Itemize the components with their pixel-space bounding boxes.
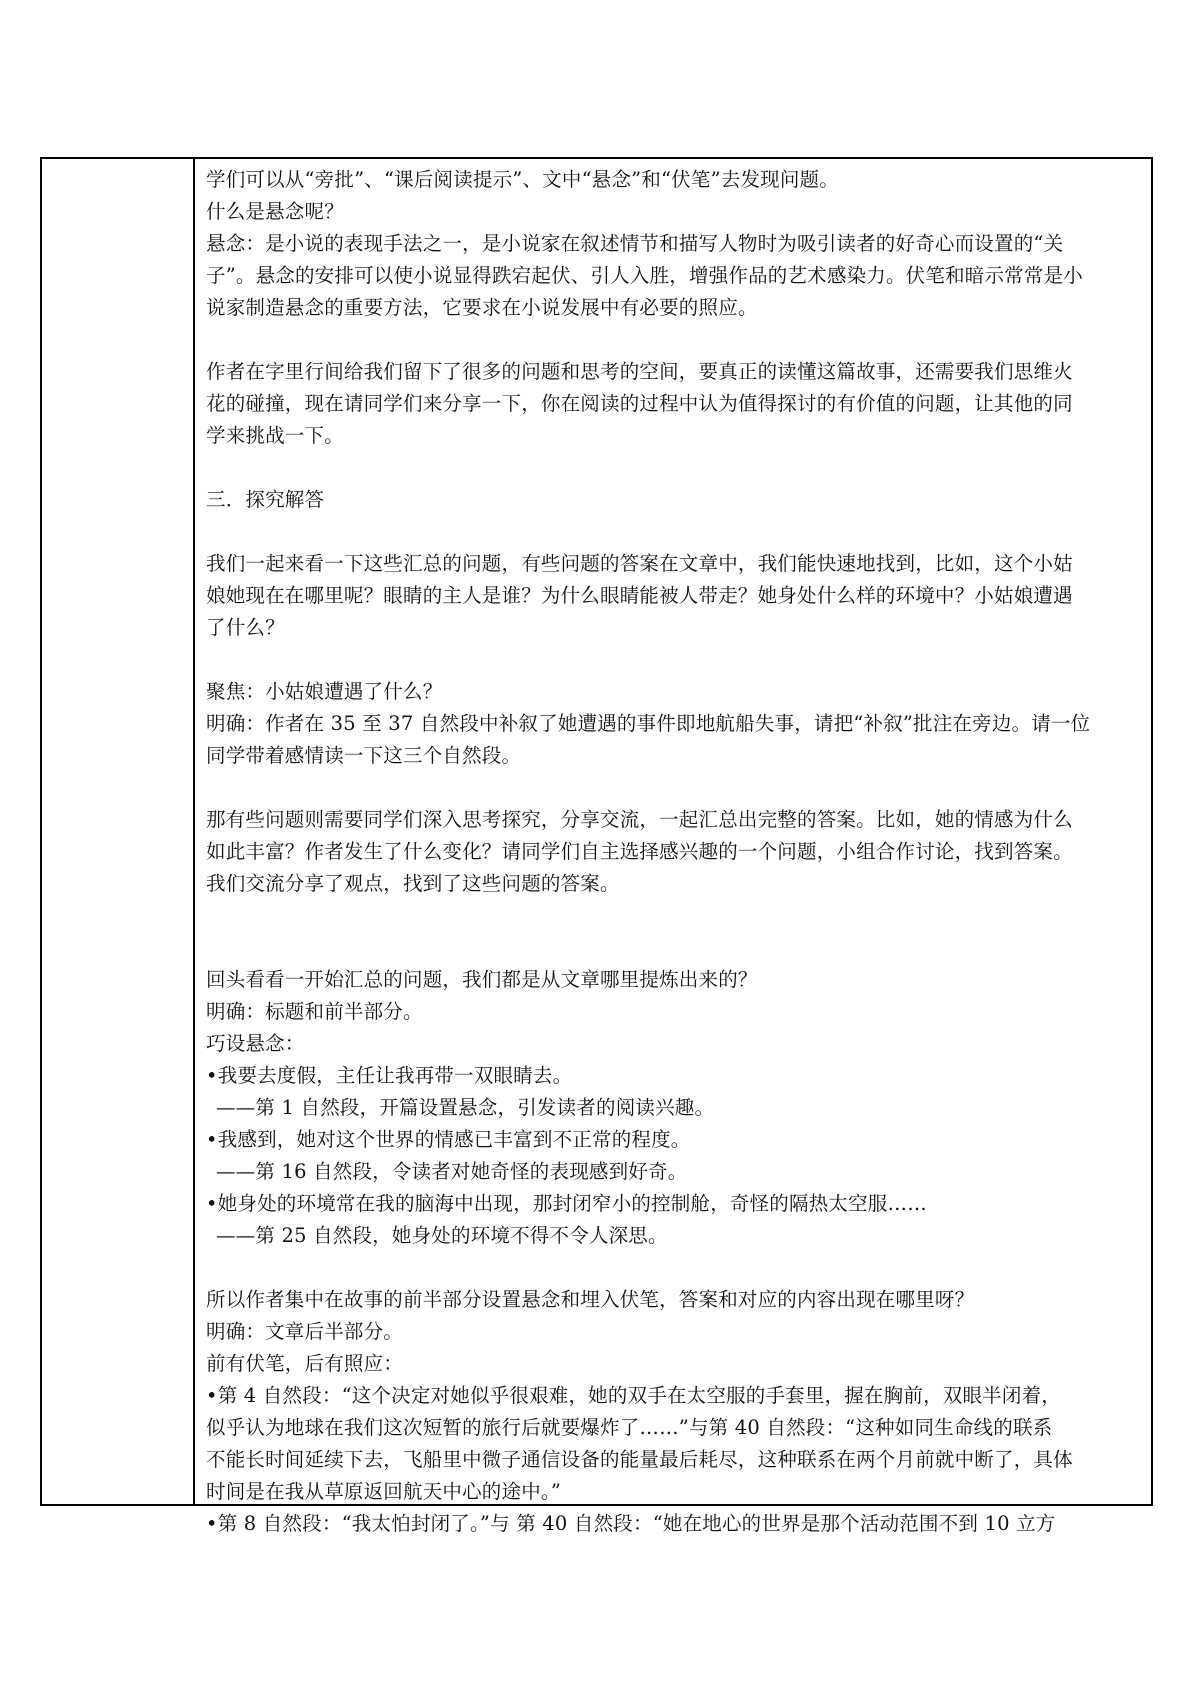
spacer xyxy=(206,516,1150,548)
paragraph-suspense-examples xyxy=(206,964,1150,1252)
text-line: 说家制造悬念的重要方法，它要求在小说发展中有必要的照应。 xyxy=(206,296,758,319)
text-line: 我们交流分享了观点，找到了这些问题的答案。 xyxy=(206,872,620,895)
section-heading: 三．探究解答 xyxy=(206,488,325,511)
text-line: 悬念：是小说的表现手法之一，是小说家在叙述情节和描写人物时为吸引读者的好奇心而设置的“关 xyxy=(206,232,1064,255)
spacer xyxy=(206,644,1150,676)
text-line: 了什么？ xyxy=(206,616,285,639)
text-line: 什么是悬念呢？ xyxy=(206,200,344,223)
spacer xyxy=(206,452,1150,484)
paragraph-share-questions xyxy=(206,356,1150,452)
column-divider xyxy=(193,159,195,1504)
paragraph-focus xyxy=(206,676,1150,772)
spacer xyxy=(206,900,1150,964)
text-line: 同学带着感情读一下这三个自然段。 xyxy=(206,744,522,767)
text-line: 明确：作者在 35 至 37 自然段中补叙了她遭遇的事件即地航船失事，请把“补叙”批注在旁边。请一位 xyxy=(206,712,1091,735)
paragraph-deep-thinking xyxy=(206,804,1150,900)
bullet-item: •她身处的环境常在我的脑海中出现，那封闭窄小的控制舱，奇怪的隔热太空服…… xyxy=(206,1192,927,1215)
spacer xyxy=(206,324,1150,356)
paragraph-foreshadowing xyxy=(206,1284,1150,1540)
text-line: 前有伏笔，后有照应： xyxy=(206,1352,404,1375)
text-line: 子”。悬念的安排可以使小说显得跌宕起伏、引人入胜，增强作品的艺术感染力。伏笔和暗示常常是小 xyxy=(206,264,1083,287)
paragraph-summary-questions xyxy=(206,548,1150,644)
text-line: 似乎认为地球在我们这次短暂的旅行后就要爆炸了……”与第 40 自然段：“这种如同生命线的联系 xyxy=(206,1416,1053,1439)
text-line: 聚焦：小姑娘遭遇了什么？ xyxy=(206,680,443,703)
text-line: 时间是在我从草原返回航天中心的途中。” xyxy=(206,1480,562,1503)
table-left-column xyxy=(42,159,193,1504)
text-line: 作者在字里行间给我们留下了很多的问题和思考的空间，要真正的读懂这篇故事，还需要我们思维火 xyxy=(206,360,1073,383)
spacer xyxy=(206,772,1150,804)
text-line: 明确：标题和前半部分。 xyxy=(206,1000,423,1023)
bullet-item: •我要去度假，主任让我再带一双眼睛去。 xyxy=(206,1064,573,1087)
paragraph-suspense-definition xyxy=(206,164,1150,324)
text-line: 明确：文章后半部分。 xyxy=(206,1320,404,1343)
table-content-cell xyxy=(206,164,1150,1540)
text-line: 所以作者集中在故事的前半部分设置悬念和埋入伏笔，答案和对应的内容出现在哪里呀？ xyxy=(206,1288,975,1311)
text-line: 不能长时间延续下去，飞船里中微子通信设备的能量最后耗尽，这种联系在两个月前就中断了，具体 xyxy=(206,1448,1073,1471)
text-line: 回头看看一开始汇总的问题，我们都是从文章哪里提炼出来的？ xyxy=(206,968,758,991)
bullet-item: •第 4 自然段：“这个决定对她似乎很艰难，她的双手在太空服的手套里，握在胸前，双眼半闭着， xyxy=(206,1384,1061,1407)
bullet-item: •我感到，她对这个世界的情感已丰富到不正常的程度。 xyxy=(206,1128,691,1151)
lesson-table xyxy=(40,157,1153,1535)
text-line: 娘她现在在哪里呢？眼睛的主人是谁？为什么眼睛能被人带走？她身处什么样的环境中？小姑娘遭遇 xyxy=(206,584,1073,607)
text-line: 巧设悬念： xyxy=(206,1032,305,1055)
bullet-note: ——第 1 自然段，开篇设置悬念，引发读者的阅读兴趣。 xyxy=(216,1096,715,1119)
text-line: 如此丰富？作者发生了什么变化？请同学们自主选择感兴趣的一个问题，小组合作讨论，找到答案。 xyxy=(206,840,1073,863)
text-line: 学来挑战一下。 xyxy=(206,424,344,447)
bullet-item: •第 8 自然段：“我太怕封闭了。”与 第 40 自然段：“她在地心的世界是那个活动范围不到 10 立方 xyxy=(206,1512,1056,1535)
text-line: 学们可以从“旁批”、“课后阅读提示”、文中“悬念”和“伏笔”去发现问题。 xyxy=(206,168,839,191)
text-line: 我们一起来看一下这些汇总的问题，有些问题的答案在文章中，我们能快速地找到，比如，这个小姑 xyxy=(206,552,1073,575)
text-line: 那有些问题则需要同学们深入思考探究，分享交流，一起汇总出完整的答案。比如，她的情感为什么 xyxy=(206,808,1073,831)
text-line: 花的碰撞，现在请同学们来分享一下，你在阅读的过程中认为值得探讨的有价值的问题，让其他的同 xyxy=(206,392,1073,415)
bullet-note: ——第 16 自然段，令读者对她奇怪的表现感到好奇。 xyxy=(216,1160,688,1183)
bullet-note: ——第 25 自然段，她身处的环境不得不令人深思。 xyxy=(216,1224,668,1247)
spacer xyxy=(206,1252,1150,1284)
